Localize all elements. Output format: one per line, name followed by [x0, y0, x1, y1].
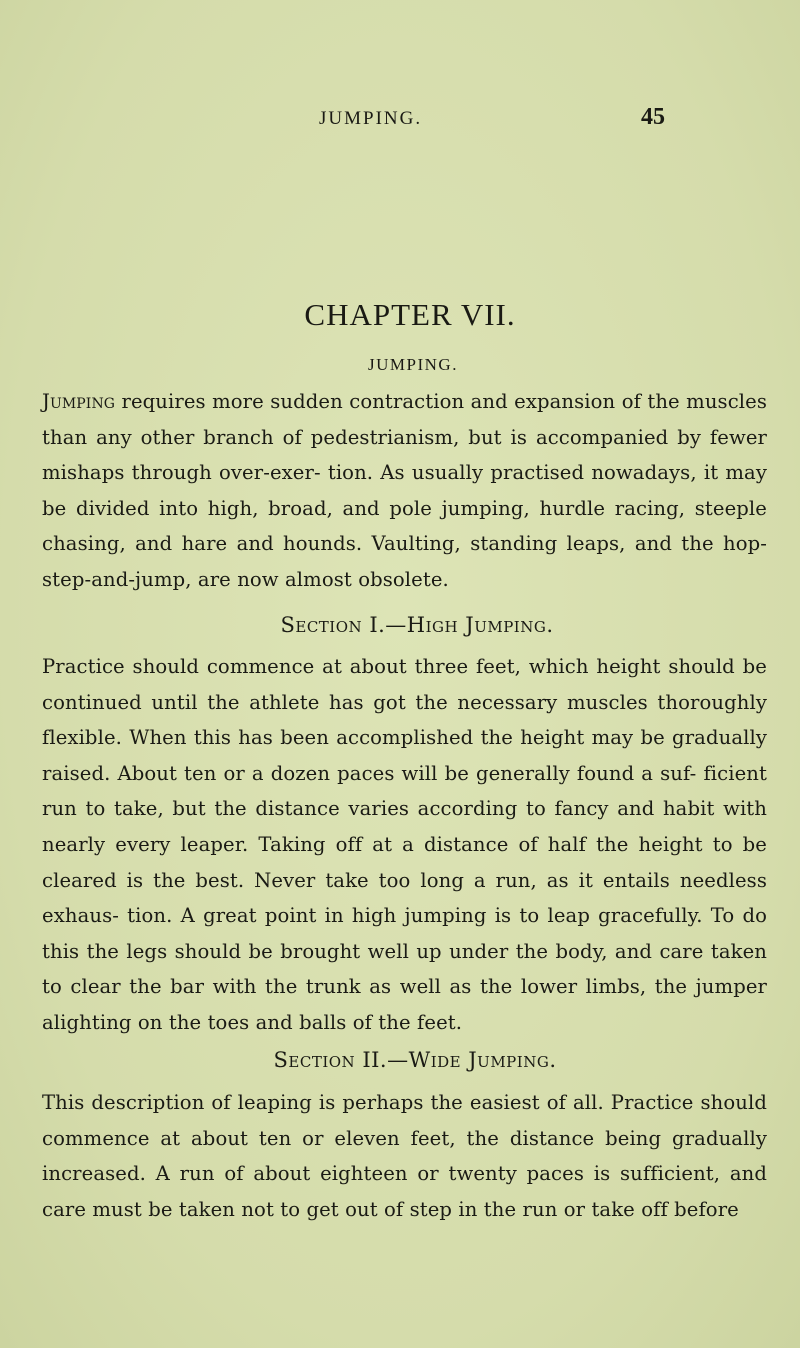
- section-1-paragraph: [42, 649, 767, 1041]
- running-title: JUMPING.: [319, 108, 423, 129]
- section-heading-wide-jumping: Section II.—Wide Jumping.: [273, 1048, 557, 1072]
- intro-paragraph: [42, 384, 767, 598]
- intro-first-word: Jumping: [42, 390, 116, 413]
- intro-text: requires more sudden contraction and expansion of the muscles than any other branch of pedestrianism, but is accompanied by fewer mishaps through over-exer- tion. As usually practised nowadays, it may be divided into high, broad, and pole jumping, hurdle racing, steeple chasing, and hare and hounds. Vaulting, standing leaps, and the hop-step-and-jump, are now almost obsolete.: [42, 390, 767, 591]
- running-head: [0, 104, 800, 138]
- section-heading-high-jumping: Section I.—High Jumping.: [280, 613, 554, 637]
- chapter-subtitle: JUMPING.: [368, 355, 458, 374]
- section-1-text: Practice should commence at about three feet, which height should be continued until the athlete has got the necessary muscles thoroughly flexible. When this has been accomplished the height may be gradually raised. About ten or a dozen paces will be generally found a suf- ficient run to take, but the distance varies according to fancy and habit with nearly every leaper. Taking off at a distance of half the height to be cleared is the best. Never take too long a run, as it entails needless exhaus- tion. A great point in high jumping is to leap gracefully. To do this the legs should be brought well up under the body, and care taken to clear the bar with the trunk as well as the lower limbs, the jumper alighting on the toes and balls of the feet.: [42, 655, 767, 1034]
- section-2-text: This description of leaping is perhaps the easiest of all. Practice should commence at about ten or eleven feet, the distance being gradually increased. A run of about eighteen or twenty paces is sufficient, and care must be taken not to get out of step in the run or take off before: [42, 1091, 767, 1221]
- section-2-paragraph: [42, 1085, 767, 1227]
- chapter-heading: CHAPTER VII.: [304, 297, 516, 332]
- page-number: 45: [641, 104, 665, 130]
